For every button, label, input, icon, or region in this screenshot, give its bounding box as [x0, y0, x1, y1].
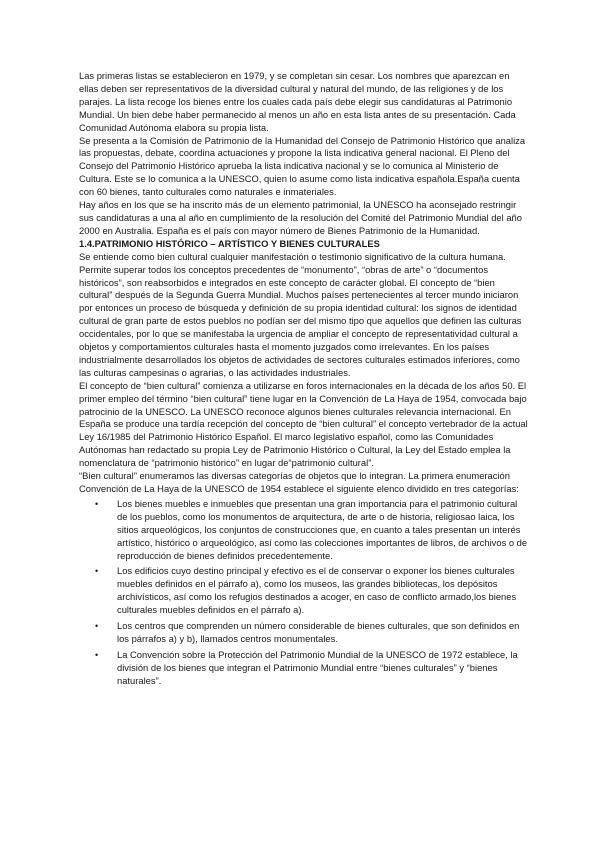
list-item — [79, 649, 529, 688]
paragraph-section-1: Se entiende como bien cultural cualquier manifestación o testimonio significativo de la cultura humana. Permite superar todos los conceptos precedentes de “monumento”, “obras de arte” o “documentos históricos”, son reabsorbidos e integrados en este concepto de carácter global. El concepto de “bien cultural” después de la Segunda Guerra Mundial. Muchos países pertenecientes al tercer mundo iniciaron por entonces un proceso de búsqueda y definición de su propia identidad cultural: los signos de identidad cultural de gran parte de estos pueblos no podían ser del mismo tipo que aquellos que definen las culturas occidentales, por lo que se manifestaba la urgencia de ampliar el concepto de representatividad cultural a objetos y comportamientos culturales hasta el momento juzgados como irrelevantes. En los países industrialmente desarrollados los objetos de actividades de sectores culturales estimados inferiores, como las culturas campesinas o agrarias, o las actividades industriales. — [79, 250, 522, 378]
paragraph-section-2: El concepto de “bien cultural” comienza a utilizarse en foros internacionales en la década de los años 50. El primer empleo del término “bien cultural” tiene lugar en la Convención de La Haya de 1954, convocada bajo patrocinio de la UNESCO. La UNESCO reconoce algunos bienes culturales relevancia internacional. En España se produce una tardía recepción del concepto de “bien cultural” el concepto vertebrador de la actual Ley 16/1985 del Patrimonio Histórico Español. El marco legislativo español, como las Comunidades Autónomas han redactado su propia Ley de Patrimonio Histórico o Cultural, la Ley del Estado emplea la nomenclatura de “patrimonio histórico” en lugar de“patrimonio cultural”. — [79, 379, 528, 469]
bullet-icon: • — [95, 566, 99, 577]
list-item — [79, 498, 529, 563]
bullet-icon: • — [95, 498, 99, 509]
bullet-icon: • — [95, 621, 99, 632]
paragraph-intro-1: Las primeras listas se establecieron en 1979, y se completan sin cesar. Los nombres que aparezcan en ellas deben ser representativos de la diversidad cultural y natural del mundo, de las religiones y de los parajes. La lista recoge los bienes entre los cuales cada país debe elegir sus candidaturas al Patrimonio Mundial. Un bien debe haber permanecido al menos un año en esta lista antes de su presentación. Cada Comunidad Autónoma elabora su propia lista. — [79, 70, 516, 133]
paragraph-section-3: “Bien cultural” enumeramos las diversas categorías de objetos que lo integran. La primera enumeración Convención de La Haya de la UNESCO de 1954 establece el siguiente elenco dividido en tres categorías: — [79, 470, 519, 494]
list-item-text: Los edificios cuyo destino principal y efectivo es el de conservar o exponer los bienes culturales muebles definidos en el párrafo a), como los museos, las grandes bibliotecas, los depósitos archivísticos, así como los refugios destinados a acoger, en caso de conflicto armado,los bienes culturales muebles definidos en el párrafo a). — [117, 565, 517, 616]
list-item-text: Los bienes muebles e inmuebles que presentan una gran importancia para el patrimonio cultural de los pueblos, como los monumentos de arquitectura, de arte o de historia, religiosao laica, los sitios arqueológicos, los conjuntos de construcciones que, en cuanto a tales presentan un interés artístico, histórico o arqueológico, así como las colecciones importantes de libros, de archivos o de reproducción de bienes definidos precedentemente. — [117, 497, 528, 561]
list-item — [79, 565, 529, 617]
paragraph-intro-3: Hay años en los que se ha inscrito más de un elemento patrimonial, la UNESCO ha aconsejado restringir sus candidaturas a una al año en cumplimiento de la resolución del Comité del Patrimonio Mundial del año 2000 en Australia. España es el país con mayor número de Bienes Patrimonio de la Humanidad. — [79, 199, 522, 236]
categories-list — [79, 498, 529, 688]
section-heading: 1.4.PATRIMONIO HISTÓRICO – ARTÍSTICO Y BIENES CULTURALES — [79, 237, 380, 249]
paragraph-intro-2: Se presenta a la Comisión de Patrimonio de la Humanidad del Consejo de Patrimonio Histórico que analiza las propuestas, debate, coordina actuaciones y propone la lista indicativa general nacional. El Pleno del Consejo del Patrimonio Histórico aprueba la lista indicativa nacional y se lo comunica al Ministerio de Cultura. Este se lo comunica a la UNESCO, quien lo asume como lista indicativa española.España cuenta con 60 bienes, tanto culturales como naturales e inmateriales. — [79, 134, 526, 198]
bullet-icon: • — [95, 649, 99, 660]
document-page — [79, 70, 529, 691]
list-item — [79, 620, 529, 646]
list-item-text: Los centros que comprenden un número considerable de bienes culturales, que son definidos en los párrafos a) y b), llamados centros monumentales. — [117, 620, 520, 644]
list-item-text: La Convención sobre la Protección del Patrimonio Mundial de la UNESCO de 1972 establece, la división de los bienes que integran el Patrimonio Mundial entre “bienes culturales” y “bienes naturales”. — [117, 648, 518, 686]
